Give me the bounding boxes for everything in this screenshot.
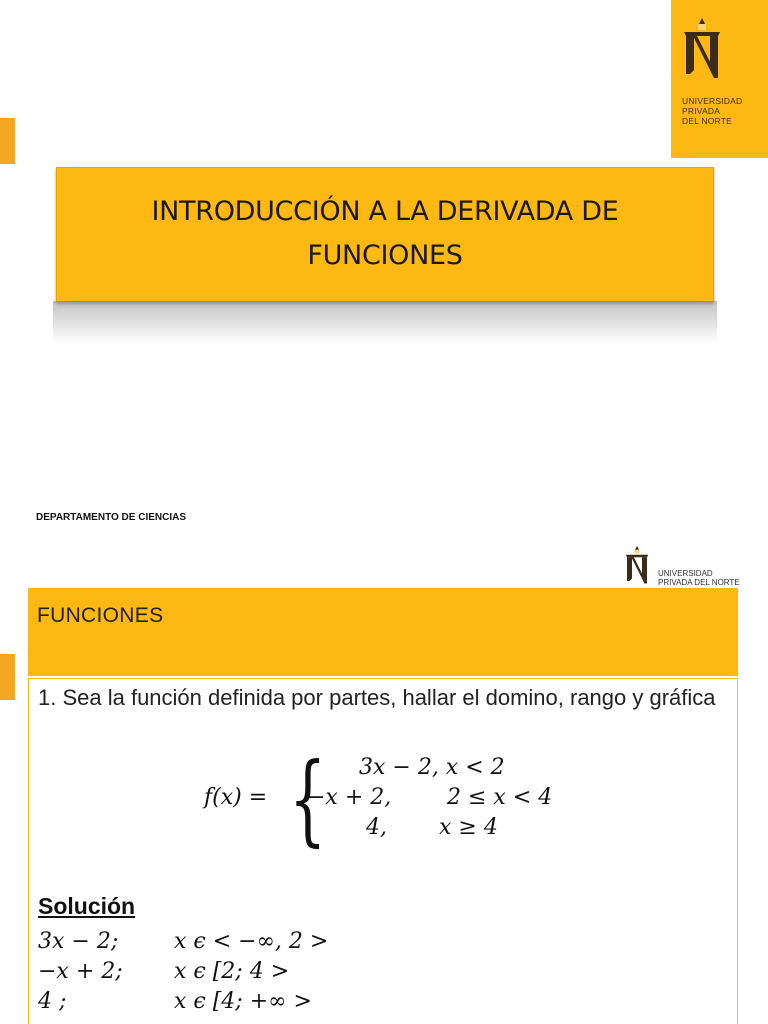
- logo-line-1: UNIVERSIDAD: [682, 96, 743, 106]
- solution-title: Solución: [38, 893, 136, 919]
- logo-small-line-1: UNIVERSIDAD: [658, 569, 713, 578]
- title-line-1: INTRODUCCIÓN A LA DERIVADA DE: [151, 196, 619, 227]
- upn-n-icon: [682, 18, 722, 82]
- section-title: FUNCIONES: [37, 604, 164, 627]
- slide-funciones: [0, 540, 768, 1024]
- solution-row-3-expr: 4 ;: [38, 989, 67, 1014]
- logo-small-line-2: PRIVADA DEL NORTE: [658, 577, 740, 587]
- content-box: [28, 678, 738, 1024]
- title-banner: [56, 167, 714, 302]
- slide-title: [57, 190, 713, 278]
- solution-row-2-expr: −x + 2;: [38, 959, 123, 984]
- solution-row-1-expr: 3x − 2;: [38, 929, 119, 954]
- case-1-expr: 3x − 2, x < 2: [359, 755, 505, 780]
- solution-row-2-cond: x ϵ [2; 4 >: [174, 959, 290, 984]
- case-3-cond: x ≥ 4: [439, 815, 498, 840]
- case-2-expr: −x + 2,: [307, 785, 392, 810]
- title-line-2: FUNCIONES: [307, 240, 463, 271]
- case-2-cond: 2 ≤ x < 4: [447, 785, 553, 810]
- left-accent-tab: [0, 654, 15, 700]
- problem-statement: 1. Sea la función definida por partes, hallar el domino, rango y gráfica: [38, 685, 716, 710]
- upn-n-icon: [622, 546, 652, 586]
- case-3-expr: 4,: [366, 815, 387, 840]
- logo-wordmark-small: [658, 570, 740, 587]
- department-label: DEPARTAMENTO DE CIENCIAS: [36, 512, 187, 523]
- logo-wordmark: [682, 96, 742, 126]
- function-label: f(x) =: [204, 785, 268, 810]
- piecewise-brace: {: [289, 743, 327, 857]
- solution-row-3-cond: x ϵ [4; +∞ >: [174, 989, 312, 1014]
- university-logo-small: [622, 546, 762, 586]
- logo-line-3: DEL NORTE: [682, 116, 732, 126]
- university-logo: [671, 0, 768, 158]
- section-banner: [28, 588, 738, 676]
- banner-reflection: [53, 301, 717, 343]
- left-accent-tab: [0, 118, 15, 164]
- solution-row-1-cond: x ϵ < −∞, 2 >: [174, 929, 329, 954]
- logo-line-2: PRIVADA: [682, 106, 721, 116]
